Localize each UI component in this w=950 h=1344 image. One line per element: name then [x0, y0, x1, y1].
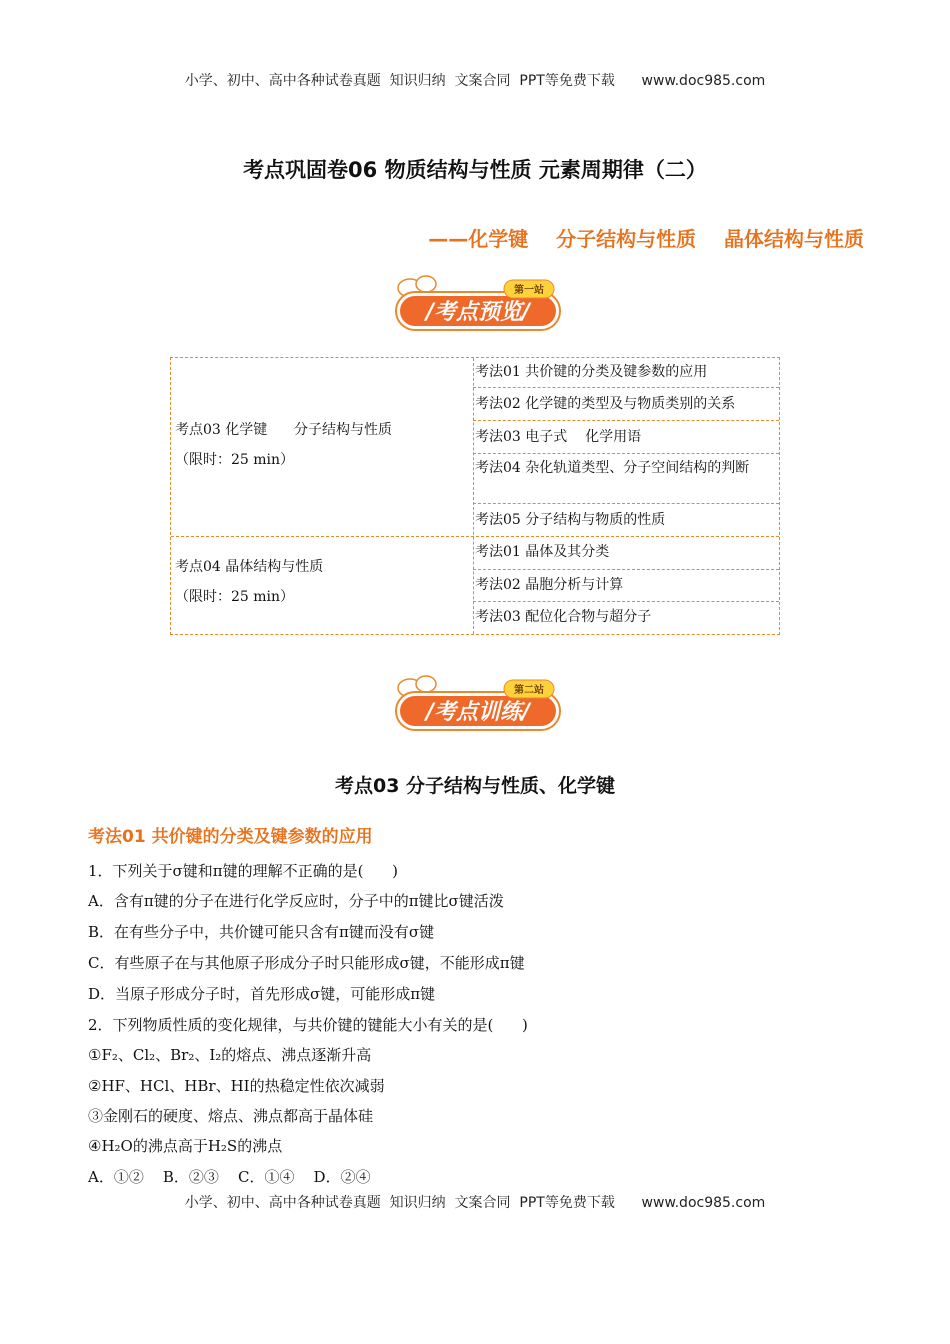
- page-header: 小学、初中、高中各种试卷真题 知识归纳 文案合同 PPT等免费下载 www.doc985.com: [184, 73, 766, 89]
- toc-method: 考法01 共价键的分类及键参数的应用: [475, 364, 708, 380]
- toc-topic-name: 考点04 晶体结构与性质: [175, 559, 324, 575]
- question-1-option-b: B．在有些分子中，共价键可能只含有π键而没有σ键: [88, 923, 435, 941]
- question-2-options: A．①② B．②③ C．①④ D．②④: [88, 1168, 371, 1186]
- badge-tag: 第二站: [514, 685, 544, 696]
- toc-topic-name: 考点03 化学键 分子结构与性质: [175, 422, 392, 438]
- toc-topic-2: [175, 557, 465, 607]
- toc-topic-1: [175, 420, 465, 470]
- badge-tag: 第一站: [514, 285, 544, 296]
- stage-badge-training: [388, 672, 568, 742]
- toc-table: [170, 357, 780, 635]
- badge-graphic: [388, 272, 568, 342]
- badge-graphic: [388, 672, 568, 742]
- toc-method: 考法03 电子式 化学用语: [475, 429, 642, 445]
- question-1-option-c: C．有些原子在与其他原子形成分子时只能形成σ键，不能形成π键: [88, 954, 525, 972]
- page-title: 考点巩固卷06 物质结构与性质 元素周期律（二）: [243, 158, 707, 182]
- page-footer: 小学、初中、高中各种试卷真题 知识归纳 文案合同 PPT等免费下载 www.doc985.com: [184, 1195, 766, 1211]
- question-2-item-1: ①F₂、Cl₂、Br₂、I₂的熔点、沸点逐渐升高: [88, 1046, 372, 1064]
- section-title: 考点03 分子结构与性质、化学键: [334, 775, 616, 797]
- question-2: 2．下列物质性质的变化规律，与共价键的键能大小有关的是( ): [88, 1016, 528, 1034]
- toc-method: 考法04 杂化轨道类型、分子空间结构的判断: [475, 460, 750, 476]
- toc-topic-time: （限时：25 min）: [175, 589, 295, 605]
- badge-label: /考点预览/: [425, 300, 531, 325]
- page-subtitle: ——化学键 分子结构与性质 晶体结构与性质: [428, 227, 864, 251]
- stage-badge-preview: [388, 272, 568, 342]
- question-1: 1．下列关于σ键和π键的理解不正确的是( ): [88, 862, 398, 880]
- toc-method: 考法02 晶胞分析与计算: [475, 577, 624, 593]
- method-title: 考法01 共价键的分类及键参数的应用: [88, 827, 373, 847]
- toc-method: 考法02 化学键的类型及与物质类别的关系: [475, 396, 736, 412]
- toc-method: 考法05 分子结构与物质的性质: [475, 512, 666, 528]
- toc-method: 考法03 配位化合物与超分子: [475, 609, 652, 625]
- question-2-item-3: ③金刚石的硬度、熔点、沸点都高于晶体硅: [88, 1107, 374, 1125]
- question-1-option-d: D．当原子形成分子时，首先形成σ键，可能形成π键: [88, 985, 436, 1003]
- question-2-item-4: ④H₂O的沸点高于H₂S的沸点: [88, 1137, 283, 1155]
- badge-label: /考点训练/: [425, 700, 531, 725]
- question-2-item-2: ②HF、HCl、HBr、HI的热稳定性依次减弱: [88, 1077, 385, 1095]
- toc-method: 考法01 晶体及其分类: [475, 544, 610, 560]
- question-1-option-a: A．含有π键的分子在进行化学反应时，分子中的π键比σ键活泼: [88, 892, 504, 910]
- toc-topic-time: （限时：25 min）: [175, 452, 295, 468]
